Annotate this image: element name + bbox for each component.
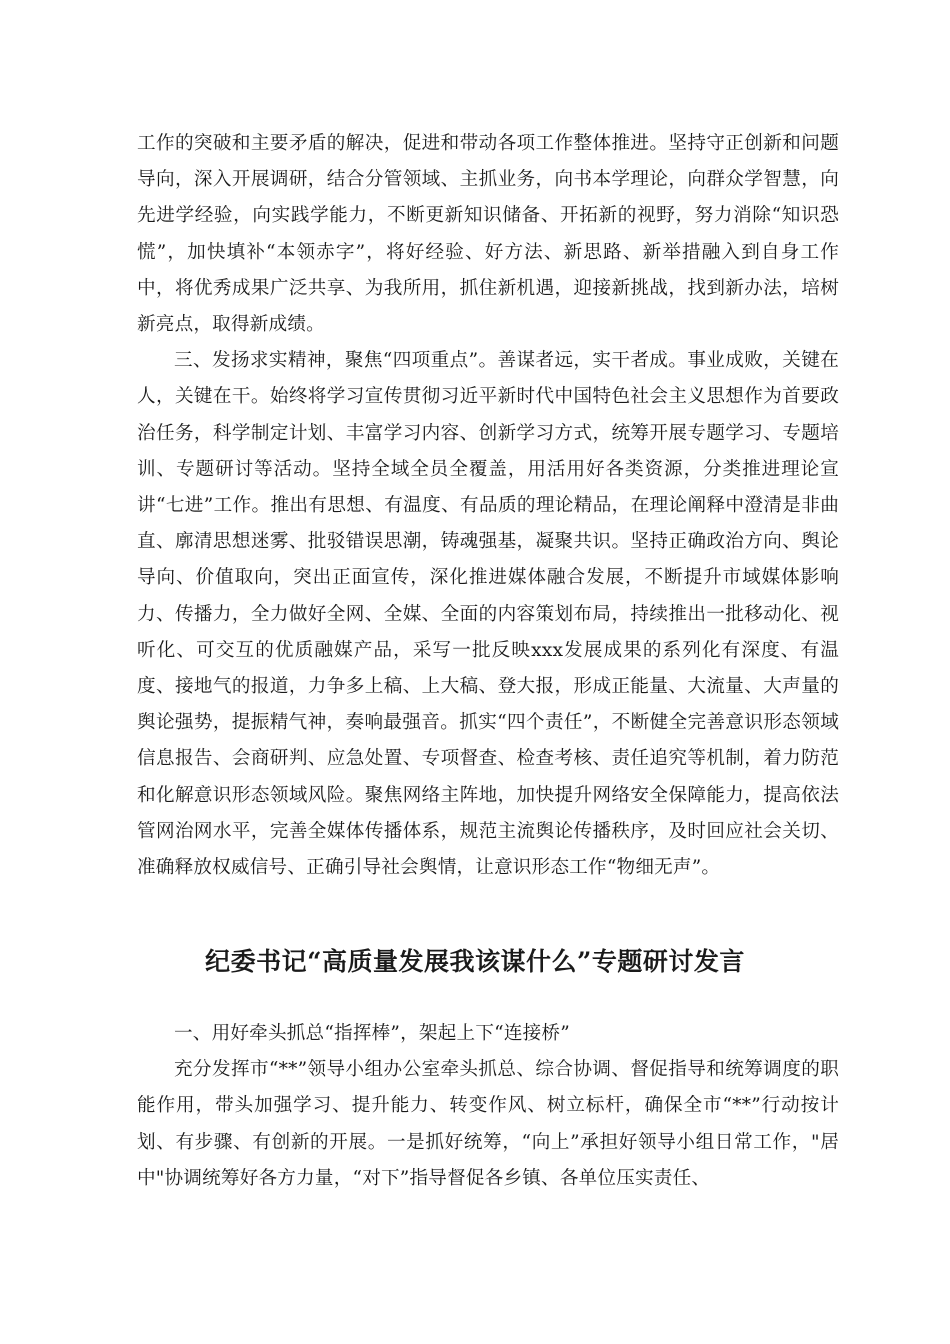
paragraph-section-three: 三、发扬求实精神，聚焦“四项重点”。善谋者远，实干者成。事业成败，关键在人，关键在干。始终将学习宣传贯彻习近平新时代中国特色社会主义思想作为首要政治任务，科学制定计划、丰富学习内容、创新学习方式，统筹开展专题学习、专题培训、专题研讨等活动。坚持全域全员全覆盖，用活用好各类资源，分类推进理论宣讲“七进”工作。推出有思想、有温度、有品质的理论精品，在理论阐释中澄清是非曲直、廓清思想迷雾、批驳错误思潮，铸魂强基，凝聚共识。坚持正确政治方向、舆论导向、价值取向，突出正面宣传，深化推进媒体融合发展，不断提升市域媒体影响力、传播力，全力做好全网、全媒、全面的内容策划布局，持续推出一批移动化、视听化、可交互的优质融媒产品，采写一批反映xxx发展成果的系列化有深度、有温度、接地气的报道，力争多上稿、上大稿、登大报，形成正能量、大流量、大声量的舆论强势，提振精气神，奏响最强音。抓实“四个责任”，不断健全完善意识形态领域信息报告、会商研判、应急处置、专项督查、检查考核、责任追究等机制，着力防范和化解意识形态领域风险。聚焦网络主阵地，加快提升网络安全保障能力，提高依法管网治网水平，完善全媒体传播体系，规范主流舆论传播秩序，及时回应社会关切、准确释放权威信号、正确引导社会舆情，让意识形态工作“物细无声”。 — [137, 350, 839, 879]
article-title: 纪委书记“高质量发展我该谋什么”专题研讨发言 — [205, 947, 745, 976]
upper-text-block — [137, 126, 839, 886]
paragraph-continuation: 工作的突破和主要矛盾的解决，促进和带动各项工作整体推进。坚持守正创新和问题导向，深入开展调研，结合分管领域、主抓业务，向书本学理论，向群众学智慧，向先进学经验，向实践学能力，不断更新知识储备、开拓新的视野，努力消除“知识恐慌”，加快填补“本领赤字”，将好经验、好方法、新思路、新举措融入到自身工作中，将优秀成果广泛共享、为我所用，抓住新机遇，迎接新挑战，找到新办法，培树新亮点，取得新成绩。 — [137, 133, 839, 336]
lower-text-block — [137, 1016, 839, 1197]
paragraph-section-one-body: 充分发挥市“**”领导小组办公室牵头抓总、综合协调、督促指导和统筹调度的职能作用，带头加强学习、提升能力、转变作风、树立标杆，确保全市“**”行动按计划、有步骤、有创新的开展。一是抓好统筹，“向上”承担好领导小组日常工作，"居中"协调统筹好各方力量，“对下”指导督促各乡镇、各单位压实责任、 — [137, 1059, 839, 1189]
section-heading-one: 一、用好牵头抓总“指挥棒”，架起上下“连接桥” — [174, 1023, 570, 1044]
